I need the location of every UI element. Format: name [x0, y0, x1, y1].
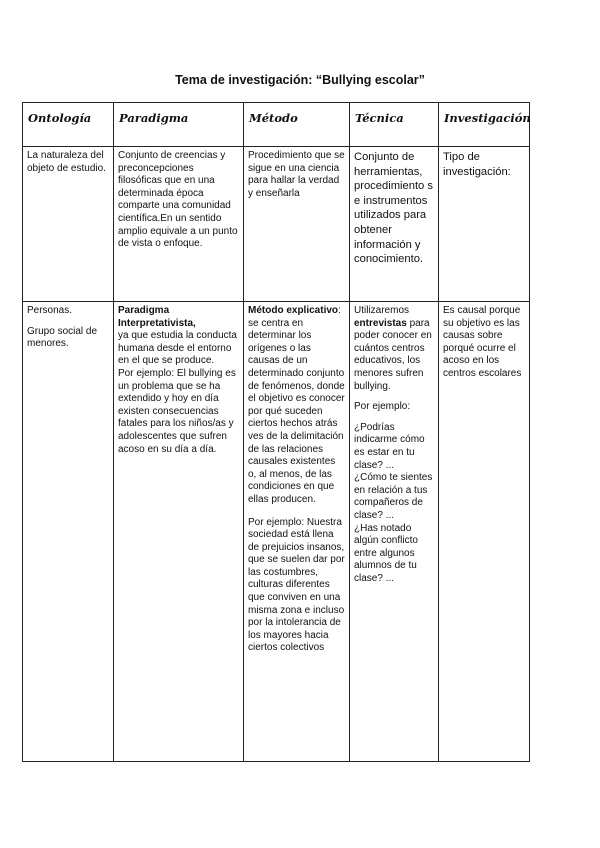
interview-question-2: ¿Cómo te sientes en relación a tus compañeros de clase? ...	[354, 472, 433, 521]
ontologia-subject: Personas.	[27, 305, 73, 316]
document-title: Tema de investigación: “Bullying escolar”	[175, 73, 425, 87]
paradigma-definition: Conjunto de creencias y preconcepciones filosóficas que en una determinada época comparte una comunidad científica.En un sentido amplio equivale a un punto de vista o enfoque.	[118, 150, 238, 250]
header-row	[23, 103, 530, 147]
paradigma-name: Paradigma Interpretativista,	[118, 305, 196, 329]
metodo-example: Por ejemplo: Nuestra sociedad está llena de prejuicios insanos, que se suelen dar por las costumbres, culturas diferentes que conviven en una misma zona e incluso por la intolerancia de los mayores hacia ciertos colectivos	[248, 516, 345, 654]
cell-investigacion-definition	[439, 147, 530, 302]
definitions-row	[23, 147, 530, 302]
header-ontologia: Ontología	[23, 103, 114, 147]
metodo-definition: Procedimiento que se sigue en una ciencia para hallar la verdad y enseñarla	[248, 150, 345, 199]
paradigma-reason: ya que estudia la conducta humana desde el entorno en el que se produce.	[118, 330, 237, 367]
interview-question-1: ¿Podrías indicarme cómo es estar en tu clase? ...	[354, 421, 425, 471]
metodo-name: Método explicativo	[248, 305, 339, 316]
header-investigacion: Investigación	[439, 103, 530, 147]
investigacion-type: Es causal porque su objetivo es las causas sobre porqué ocurre el acoso en los centros escolares	[443, 305, 522, 379]
tecnica-example-label: Por ejemplo:	[354, 401, 411, 413]
cell-investigacion-application	[439, 302, 530, 762]
header-metodo: Método	[244, 103, 350, 147]
tecnica-intro: Utilizaremos	[354, 305, 410, 316]
ontologia-group: Grupo social de menores.	[27, 325, 98, 350]
research-table	[22, 102, 530, 762]
interview-question-3: ¿Has notado algún conflicto entre algunos alumnos de tu clase? ...	[354, 522, 418, 584]
cell-paradigma-application	[114, 302, 244, 762]
paradigma-example: Por ejemplo: El bullying es un problema que se ha extendido y hoy en día existen consecuencias fatales para los niños/as y adolescentes que sufren acoso en su día a día.	[118, 367, 236, 455]
tecnica-definition: Conjunto de herramientas, procedimiento s e instrumentos utilizados para obtener información y conocimiento.	[354, 151, 433, 266]
application-row	[23, 302, 530, 762]
cell-metodo-definition	[244, 147, 350, 302]
cell-ontologia-definition	[23, 147, 114, 302]
cell-paradigma-definition	[114, 147, 244, 302]
metodo-description: : se centra en determinar los orígenes o las causas de un determinado conjunto de fenómenos, donde el objetivo es conocer por qué suceden ciertos hechos atrás ves de la delimitación de las relaciones causales existentes o, al menos, de las condiciones en que ellas producen.	[248, 305, 345, 505]
tecnica-name: entrevistas	[354, 317, 407, 329]
cell-metodo-application	[244, 302, 350, 762]
ontologia-definition: La naturaleza del objeto de estudio.	[27, 150, 106, 174]
cell-tecnica-application	[350, 302, 439, 762]
header-paradigma: Paradigma	[114, 103, 244, 147]
cell-tecnica-definition	[350, 147, 439, 302]
cell-ontologia-application	[23, 302, 114, 762]
tecnica-purpose: para poder conocer en cuántos centros educativos, los menores sufren bullying.	[354, 317, 432, 392]
header-tecnica: Técnica	[350, 103, 439, 147]
investigacion-definition: Tipo de investigación:	[443, 151, 511, 178]
